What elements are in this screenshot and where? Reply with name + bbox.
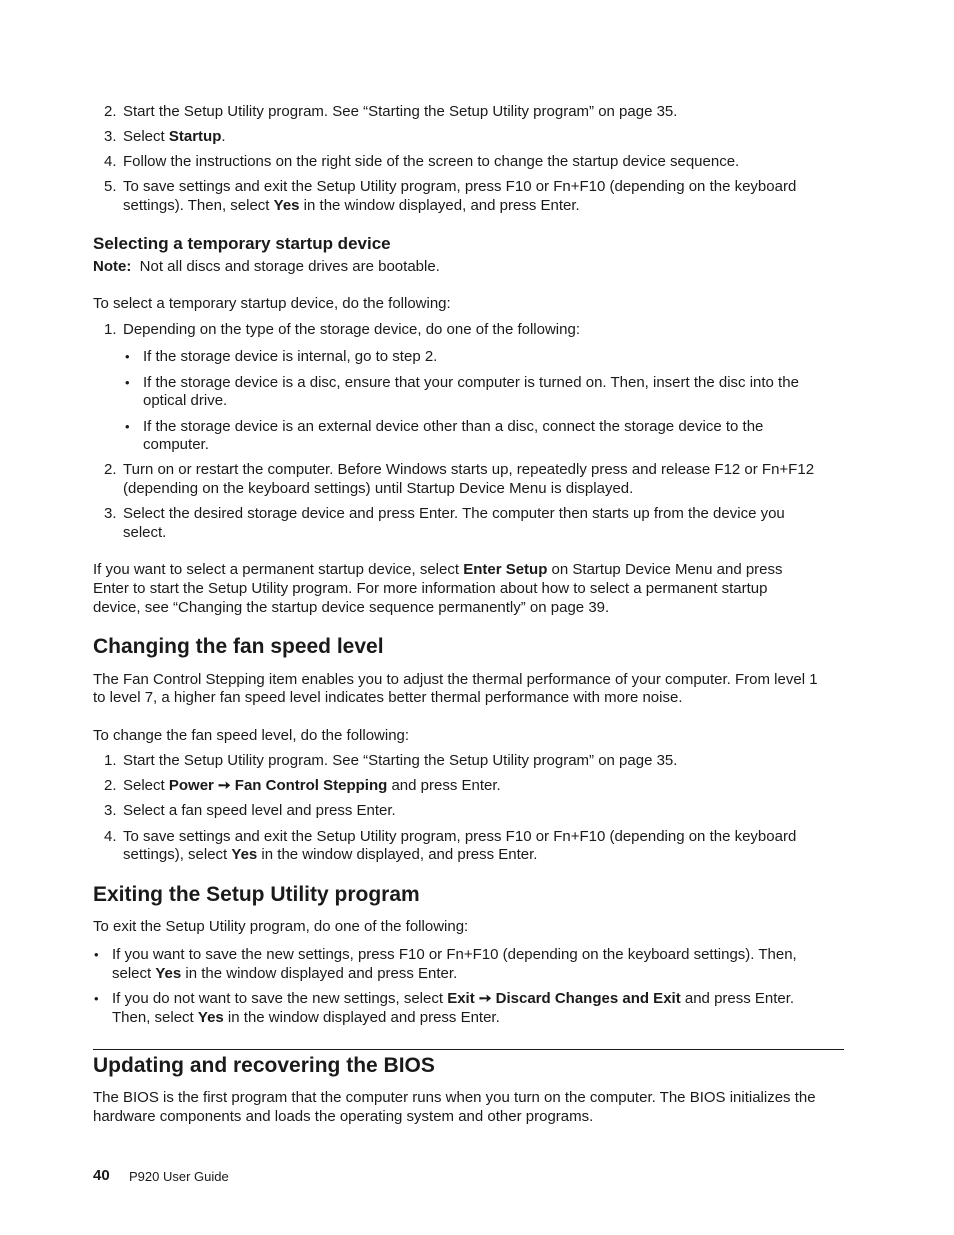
arrow-icon: ➙: [478, 990, 492, 1007]
step-number: 2.: [104, 461, 117, 478]
step-text: Select the desired storage device and press Enter. The computer then starts up from the device you: [123, 505, 785, 522]
step-number: 3.: [104, 802, 117, 819]
document-title: P920 User Guide: [129, 1169, 229, 1184]
menu-term: Startup: [168, 128, 222, 145]
page-number: 40: [93, 1167, 110, 1184]
paragraph: hardware components and loads the operating system and other programs.: [93, 1108, 594, 1125]
paragraph: device, see “Changing the startup device sequence permanently” on page 39.: [93, 599, 610, 616]
intro-text: To change the fan speed level, do the following:: [93, 727, 410, 744]
section-divider: [93, 1049, 844, 1050]
bullet-text: If you want to save the new settings, press F10 or Fn+F10 (depending on the keyboard settings). Then,: [112, 946, 797, 963]
bullet-text: If the storage device is an external device other than a disc, connect the storage device to the: [143, 418, 764, 435]
paragraph: Enter to start the Setup Utility program. For more information about how to select a permanent startup: [93, 580, 768, 597]
arrow-icon: ➙: [218, 777, 231, 794]
step-text: Follow the instructions on the right side of the screen to change the startup device sequence.: [123, 153, 740, 170]
section-heading: Updating and recovering the BIOS: [93, 1054, 435, 1077]
bullet-icon: •: [125, 375, 130, 390]
step-text: Start the Setup Utility program. See “Starting the Setup Utility program” on page 35.: [123, 752, 678, 769]
step-text: To save settings and exit the Setup Utility program, press F10 or Fn+F10 (depending on the keyboard: [123, 178, 797, 195]
step-number: 2.: [104, 103, 117, 120]
step-text: To save settings and exit the Setup Utility program, press F10 or Fn+F10 (depending on the keyboard: [123, 828, 797, 845]
intro-text: To exit the Setup Utility program, do one of the following:: [93, 918, 469, 935]
step-number: 2.: [104, 777, 117, 794]
bullet-icon: •: [94, 947, 99, 962]
step-text: Select Power ➙ Fan Control Stepping and press Enter.: [123, 777, 501, 794]
paragraph: The Fan Control Stepping item enables you to adjust the thermal performance of your computer. From level 1: [93, 671, 818, 688]
bullet-icon: •: [125, 349, 130, 364]
step-text: Turn on or restart the computer. Before Windows starts up, repeatedly press and release F12 or Fn+F12: [123, 461, 815, 478]
section-heading: Changing the fan speed level: [93, 635, 384, 658]
paragraph: to level 7, a higher fan speed level indicates better thermal performance with more noise.: [93, 689, 683, 706]
step-number: 4.: [104, 828, 117, 845]
step-text: Start the Setup Utility program. See “Starting the Setup Utility program” on page 35.: [123, 103, 678, 120]
bullet-icon: •: [94, 991, 99, 1006]
bullet-text: select Yes in the window displayed and press Enter.: [112, 965, 458, 982]
section-heading: Selecting a temporary startup device: [93, 234, 391, 253]
step-text: Select a fan speed level and press Enter.: [123, 802, 396, 819]
bullet-text: If the storage device is internal, go to step 2.: [143, 348, 438, 365]
section-heading: Exiting the Setup Utility program: [93, 883, 420, 906]
step-text: select.: [123, 524, 167, 541]
bullet-text: computer.: [143, 436, 209, 453]
bullet-text: optical drive.: [143, 392, 228, 409]
step-text: (depending on the keyboard settings) until Startup Device Menu is displayed.: [123, 480, 634, 497]
step-number: 3.: [104, 505, 117, 522]
step-text: settings), select Yes in the window displayed, and press Enter.: [123, 846, 538, 863]
step-number: 1.: [104, 752, 117, 769]
step-text: Depending on the type of the storage device, do one of the following:: [123, 321, 580, 338]
bullet-text: If you do not want to save the new settings, select Exit ➙ Discard Changes and Exit and press Enter.: [112, 990, 795, 1007]
step-text: Select Startup.: [123, 128, 226, 145]
step-text: settings). Then, select Yes in the window displayed, and press Enter.: [123, 197, 580, 214]
bullet-text: If the storage device is a disc, ensure that your computer is turned on. Then, insert the disc into the: [143, 374, 799, 391]
intro-text: To select a temporary startup device, do the following:: [93, 295, 451, 312]
step-number: 1.: [104, 321, 117, 338]
note: Note: Not all discs and storage drives are bootable.: [93, 258, 440, 275]
step-number: 4.: [104, 153, 117, 170]
paragraph: The BIOS is the first program that the computer runs when you turn on the computer. The BIOS initializes the: [93, 1089, 816, 1106]
step-number: 3.: [104, 128, 117, 145]
bullet-text: Then, select Yes in the window displayed and press Enter.: [112, 1009, 500, 1026]
paragraph: If you want to select a permanent startup device, select Enter Setup on Startup Device Menu and press: [93, 561, 783, 578]
step-number: 5.: [104, 178, 117, 195]
bullet-icon: •: [125, 419, 130, 434]
